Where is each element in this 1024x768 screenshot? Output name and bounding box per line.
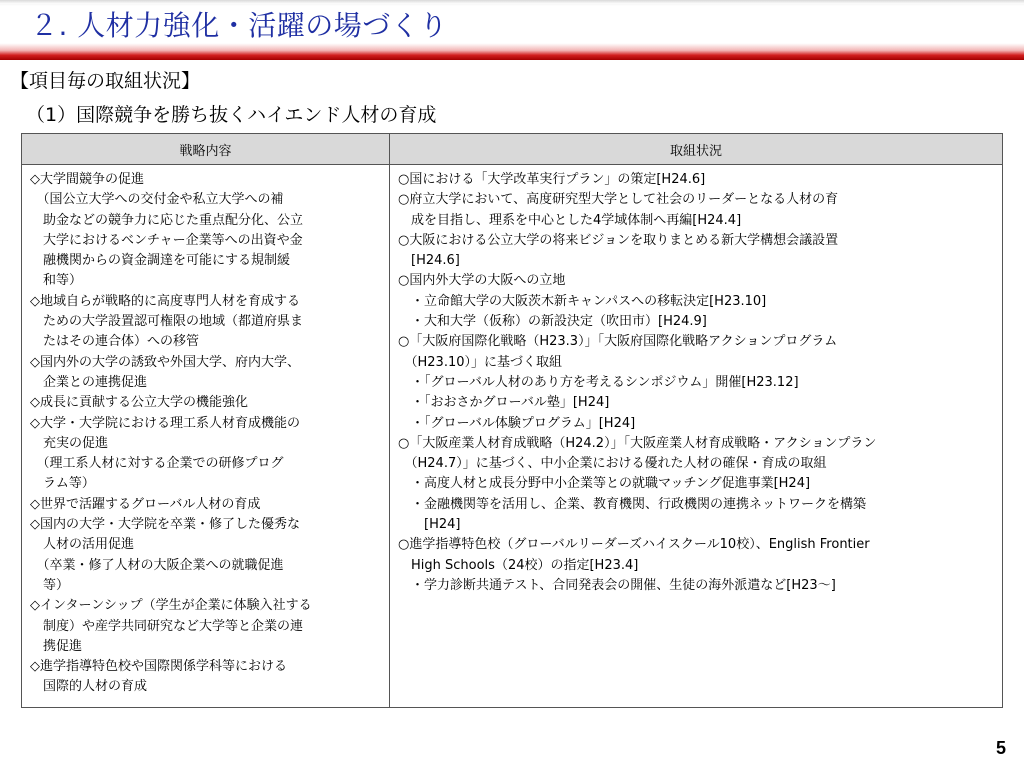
page-number: 5 xyxy=(995,738,1006,758)
strategy-line: ラム等） xyxy=(30,476,95,492)
status-line: ・「グローバル人材のあり方を考えるシンポジウム」開催[H23.12] xyxy=(398,374,799,390)
strategy-cell xyxy=(22,165,390,708)
strategy-line: （国公立大学への交付金や私立大学への補 xyxy=(30,192,284,208)
strategy-line: 等） xyxy=(30,577,70,593)
strategy-line: 和等） xyxy=(30,273,83,289)
strategy-line: 人材の活用促進 xyxy=(30,537,135,553)
strategy-line: ◇国内外の大学の誘致や外国大学、府内大学、 xyxy=(30,354,300,370)
strategy-line: 企業との連携促進 xyxy=(30,374,148,390)
header-status: 取組状況 xyxy=(390,134,1003,165)
subsection-heading: （1）国際競争を勝ち抜くハイエンド人材の育成 xyxy=(26,104,437,126)
strategy-line: ◇地域自らが戦略的に高度専門人材を育成する xyxy=(30,293,300,309)
strategy-line: ◇進学指導特色校や国際関係学科等における xyxy=(30,659,287,675)
status-line: High Schools（24校）の指定[H23.4] xyxy=(398,557,639,573)
header-strategy: 戦略内容 xyxy=(22,134,390,165)
status-line: [H24] xyxy=(398,517,461,533)
title-bar xyxy=(0,0,1024,60)
strategy-line: 携促進 xyxy=(30,638,83,654)
strategy-line: ◇大学・大学院における理工系人材育成機能の xyxy=(30,415,300,431)
status-line: ・高度人材と成長分野中小企業等との就職マッチング促進事業[H24] xyxy=(398,476,811,492)
strategy-line: 制度）や産学共同研究など大学等と企業の連 xyxy=(30,618,304,634)
strategy-line: 大学におけるベンチャー企業等への出資や金 xyxy=(30,232,303,248)
strategy-line: （卒業・修了人材の大阪企業への就職促進 xyxy=(30,557,284,573)
strategy-line: （理工系人材に対する企業での研修プログ xyxy=(30,456,284,472)
status-line: （H24.7）」に基づく、中小企業における優れた人材の確保・育成の取組 xyxy=(398,456,827,472)
page-title: ２. 人材力強化・活躍の場づくり xyxy=(30,9,448,42)
table-row xyxy=(22,165,1003,708)
status-line: ○国内外大学の大阪への立地 xyxy=(398,273,566,289)
strategy-line: ◇国内の大学・大学院を卒業・修了した優秀な xyxy=(30,517,300,533)
strategy-line: 助金などの競争力に応じた重点配分化、公立 xyxy=(30,212,304,228)
strategy-line: ◇世界で活躍するグローバル人材の育成 xyxy=(30,496,261,512)
strategy-line: ための大学設置認可権限の地域（都道府県ま xyxy=(30,314,304,330)
status-cell xyxy=(390,165,1003,708)
status-line: ・立命館大学の大阪茨木新キャンパスへの移転決定[H23.10] xyxy=(398,293,767,309)
status-line: ・大和大学（仮称）の新設決定（吹田市）[H24.9] xyxy=(398,314,707,330)
status-line: ・学力診断共通テスト、合同発表会の開催、生徒の海外派遣など[H23〜] xyxy=(398,577,836,593)
strategy-line: ◇大学間競争の促進 xyxy=(30,172,144,187)
status-line: 成を目指し、理系を中心とした4学域体制へ再編[H24.4] xyxy=(398,212,742,228)
status-line: ・「グローバル体験プログラム」[H24] xyxy=(398,415,636,431)
status-line: ○府立大学において、高度研究型大学として社会のリーダーとなる人材の育 xyxy=(398,192,839,208)
status-line: ○大阪における公立大学の将来ビジョンを取りまとめる新大学構想会議設置 xyxy=(398,232,839,248)
strategy-line: たはその連合体）への移管 xyxy=(30,334,200,350)
status-line: ○国における「大学改革実行プラン」の策定[H24.6] xyxy=(398,172,706,187)
status-line: [H24.6] xyxy=(398,253,460,269)
table-header-row xyxy=(22,134,1003,165)
status-line: ・金融機関等を活用し、企業、教育機関、行政機関の連携ネットワークを構築 xyxy=(398,496,867,512)
status-line: ・「おおさかグローバル塾」[H24] xyxy=(398,395,610,411)
status-line: （H23.10）」に基づく取組 xyxy=(398,354,562,370)
status-line: ○「大阪産業人材育成戦略（H24.2）」「大阪産業人材育成戦略・アクションプラン xyxy=(398,435,877,451)
strategy-line: ◇成長に貢献する公立大学の機能強化 xyxy=(30,395,248,411)
status-line: ○「大阪府国際化戦略（H23.3）」「大阪府国際化戦略アクションプログラム xyxy=(398,334,838,350)
strategy-line: 充実の促進 xyxy=(30,435,109,451)
strategy-line: 融機関からの資金調達を可能にする規制緩 xyxy=(30,253,291,269)
status-line: ○進学指導特色校（グローバルリーダーズハイスクール10校）、English Frontier xyxy=(398,537,870,553)
section-heading: 【項目毎の取組状況】 xyxy=(10,70,201,92)
strategy-status-table xyxy=(21,133,1003,708)
strategy-line: ◇インターンシップ（学生が企業に体験入社する xyxy=(30,598,312,614)
strategy-line: 国際的人材の育成 xyxy=(30,679,148,695)
